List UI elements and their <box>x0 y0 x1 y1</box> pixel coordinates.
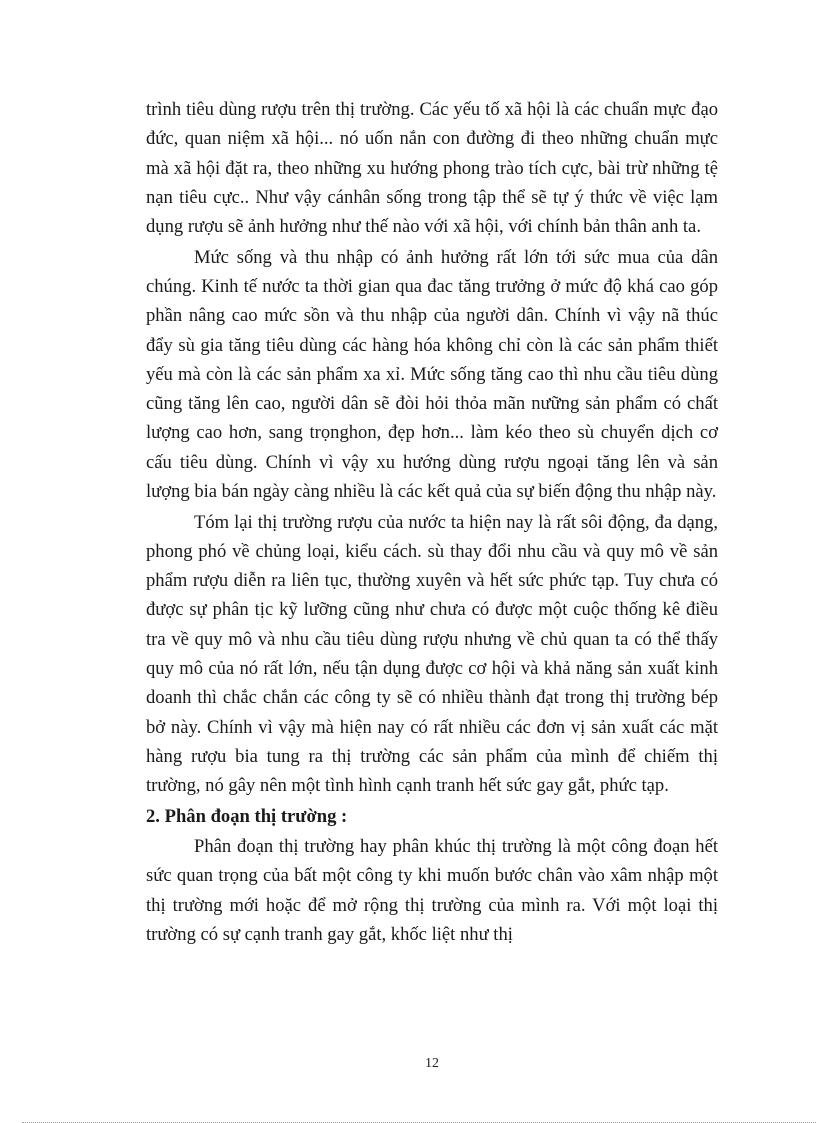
paragraph-segmentation: Phân đoạn thị trường hay phân khúc thị trường là một công đoạn hết sức quan trọng của bất một công ty khi muốn bước chân vào xâm nhập một thị trường mới hoặc để mở rộng thị trường của mình ra. Với một loại thị trường có sự cạnh tranh gay gắt, khốc liệt như thị <box>146 836 718 946</box>
paragraph-summary: Tóm lại thị trường rượu của nước ta hiện nay là rất sôi động, đa dạng, phong phó về chủng loại, kiểu cách. sù thay đổi nhu cầu và quy mô về sản phẩm rượu diễn ra liên tục, thường xuyên và hết sức phức tạp. Tuy chưa có được sự phân tịc kỹ lưỡng cũng như chưa có được một cuộc thống kê điều tra về quy mô và nhu cầu tiêu dùng rượu nhưng về chủ quan ta có thể thấy quy mô của nó rất lớn, nếu tận dụng được cơ hội và khả năng sản xuất kinh doanh thì chắc chắn các công ty sẽ có nhiều thành đạt trong thị trường bép bở này. Chính vì vậy mà hiện nay có rất nhiều các đơn vị sản xuất các mặt hàng rượu bia tung ra thị trường các sản phẩm của mình để chiếm thị trường, nó gây nên một tình hình cạnh tranh hết sức gay gắt, phức tạp. <box>146 511 718 797</box>
body-text <box>146 95 718 951</box>
page-number: 12 <box>425 1056 439 1071</box>
section-heading: 2. Phân đoạn thị trường : <box>146 805 348 827</box>
paragraph-income: Mức sống và thu nhập có ảnh hưởng rất lớn tới sức mua của dân chúng. Kinh tế nước ta thời gian qua đac tăng trưởng ở mức độ khá cao góp phần nâng cao mức sồn và thu nhập của người dân. Chính vì vậy nã thúc đẩy sù gia tăng tiêu dùng các hàng hóa không chỉ còn là các sản phẩm thiết yếu mà còn là các sản phẩm xa xỉ. Mức sống tăng cao thì nhu cầu tiêu dùng cũng tăng lên cao, người dân sẽ đòi hỏi thỏa mãn nưững sản phẩm có chất lượng cao hơn, sang trọnghon, đẹp hơn... làm kéo theo sù chuyển dịch cơ cấu tiêu dùng. Chính vì vậy xu hướng dùng rượu ngoại tăng lên và sản lượng bia bán ngày càng nhiều là các kết quả của sự biến động thu nhập này. <box>146 246 718 503</box>
paragraph-continuation: trình tiêu dùng rượu trên thị trường. Các yếu tố xã hội là các chuẩn mực đạo đức, quan niệm xã hội... nó uốn nắn con đường đi theo những chuẩn mực mà xã hội đặt ra, theo những xu hướng phong trào tích cực, bài trừ những tệ nạn tiêu cực.. Như vậy cánhân sống trong tập thể sẽ tự ý thức về việc lạm dụng rượu sẽ ảnh hưởng như thế nào với xã hội, với chính bản thân anh ta. <box>146 99 718 238</box>
